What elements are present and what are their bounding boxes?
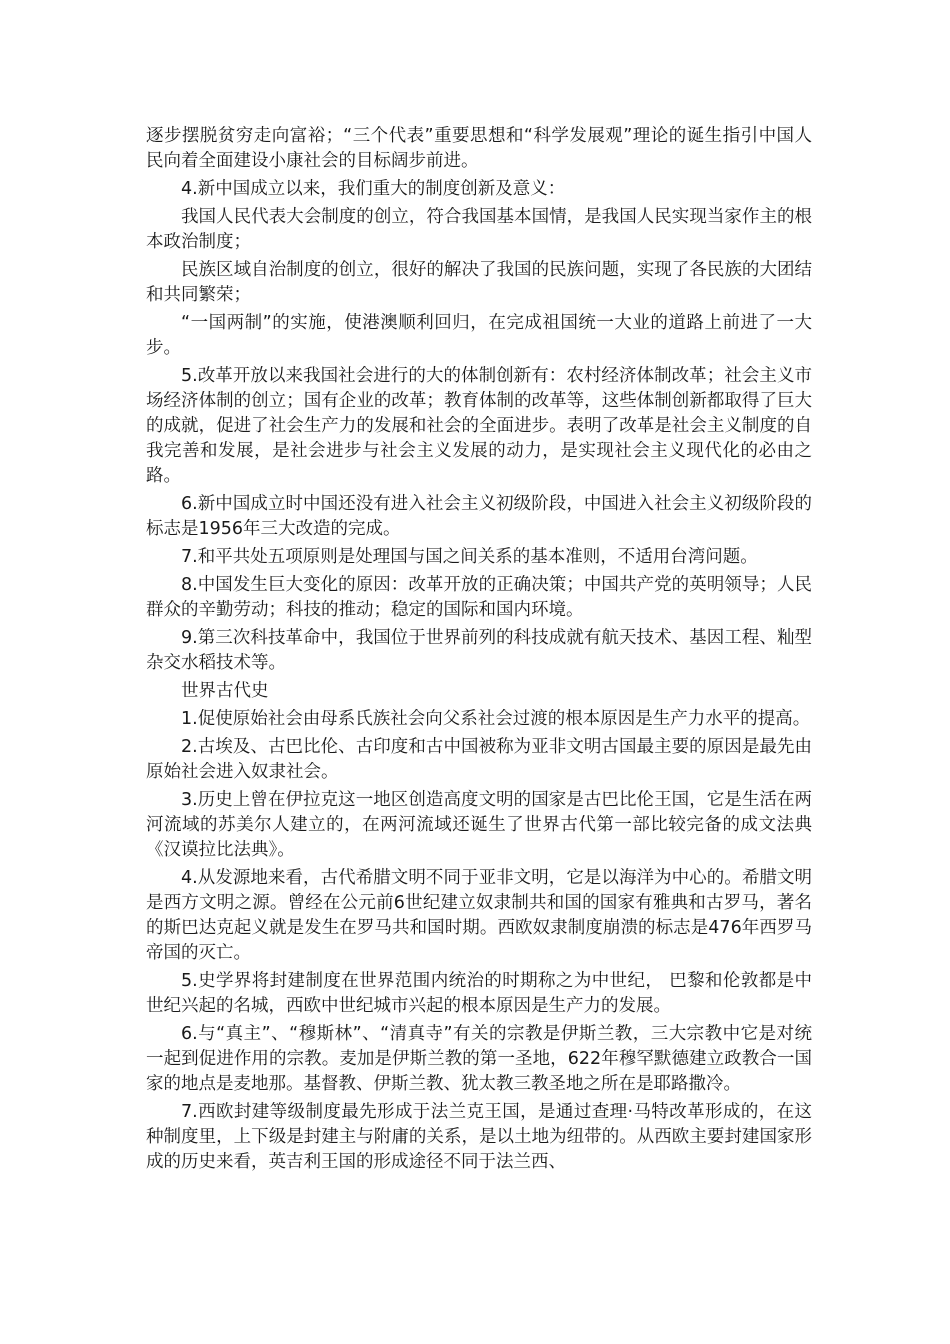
paragraph-ancient-4: 4.从发源地来看，古代希腊文明不同于亚非文明，它是以海洋为中心的。希腊文明是西方文明之源。曾经在公元前6世纪建立奴隶制共和国的国家有雅典和古罗马，著名的斯巴达克起义就是发生在罗马共和国时期。西欧奴隶制度崩溃的标志是476年西罗马帝国的灭亡。 (146, 868, 812, 963)
paragraph-8-great-changes: 8.中国发生巨大变化的原因：改革开放的正确决策；中国共产党的英明领导；人民群众的辛勤劳动；科技的推动；稳定的国际和国内环境。 (146, 575, 812, 620)
paragraph-ancient-6: 6.与“真主”、“穆斯林”、“清真寺”有关的宗教是伊斯兰教，三大宗教中它是对统一起到促进作用的宗教。麦加是伊斯兰教的第一圣地，622年穆罕默德建立政教合一国家的地点是麦地那。基督教、伊斯兰教、犹太教三教圣地之所在是耶路撒冷。 (146, 1024, 812, 1094)
paragraph-6-primary-stage: 6.新中国成立时中国还没有进入社会主义初级阶段，中国进入社会主义初级阶段的标志是1956年三大改造的完成。 (146, 494, 812, 539)
document-body (146, 124, 812, 1178)
paragraph-9-tech-revolution: 9.第三次科技革命中，我国位于世界前列的科技成就有航天技术、基因工程、籼型杂交水稻技术等。 (146, 628, 812, 673)
paragraph-regional-autonomy: 民族区域自治制度的创立，很好的解决了我国的民族问题，实现了各民族的大团结和共同繁荣； (146, 260, 812, 305)
paragraph-continuation: 逐步摆脱贫穷走向富裕；“三个代表”重要思想和“科学发展观”理论的诞生指引中国人民向着全面建设小康社会的目标阔步前进。 (146, 126, 812, 171)
paragraph-one-country-two-systems: “一国两制”的实施，使港澳顺利回归，在完成祖国统一大业的道路上前进了一大步。 (146, 313, 812, 358)
paragraph-ancient-1: 1.促使原始社会由母系氏族社会向父系社会过渡的根本原因是生产力水平的提高。 (181, 709, 811, 729)
section-heading-ancient-world-history: 世界古代史 (181, 681, 269, 701)
paragraph-4-institutional-innovation: 4.新中国成立以来，我们重大的制度创新及意义： (181, 179, 566, 199)
paragraph-peoples-congress: 我国人民代表大会制度的创立，符合我国基本国情，是我国人民实现当家作主的根本政治制度； (146, 207, 812, 252)
paragraph-ancient-5: 5.史学界将封建制度在世界范围内统治的时期称之为中世纪， 巴黎和伦敦都是中世纪兴起的名城，西欧中世纪城市兴起的根本原因是生产力的发展。 (146, 971, 812, 1016)
paragraph-7-peaceful-coexistence: 7.和平共处五项原则是处理国与国之间关系的基本准则，不适用台湾问题。 (181, 547, 758, 567)
paragraph-ancient-7: 7.西欧封建等级制度最先形成于法兰克王国，是通过查理·马特改革形成的，在这种制度里，上下级是封建主与附庸的关系，是以土地为纽带的。从西欧主要封建国家形成的历史来看，英吉利王国的形成途径不同于法兰西、 (146, 1102, 812, 1172)
paragraph-ancient-2: 2.古埃及、古巴比伦、古印度和古中国被称为亚非文明古国最主要的原因是最先由原始社会进入奴隶社会。 (146, 737, 812, 782)
paragraph-ancient-3: 3.历史上曾在伊拉克这一地区创造高度文明的国家是古巴比伦王国，它是生活在两河流域的苏美尔人建立的，在两河流域还诞生了世界古代第一部比较完备的成文法典《汉谟拉比法典》。 (146, 790, 812, 860)
paragraph-5-reform: 5.改革开放以来我国社会进行的大的体制创新有：农村经济体制改革；社会主义市场经济体制的创立；国有企业的改革；教育体制的改革等，这些体制创新都取得了巨大的成就，促进了社会生产力的发展和社会的全面进步。表明了改革是社会主义制度的自我完善和发展，是社会进步与社会主义发展的动力，是实现社会主义现代化的必由之路。 (146, 366, 812, 486)
